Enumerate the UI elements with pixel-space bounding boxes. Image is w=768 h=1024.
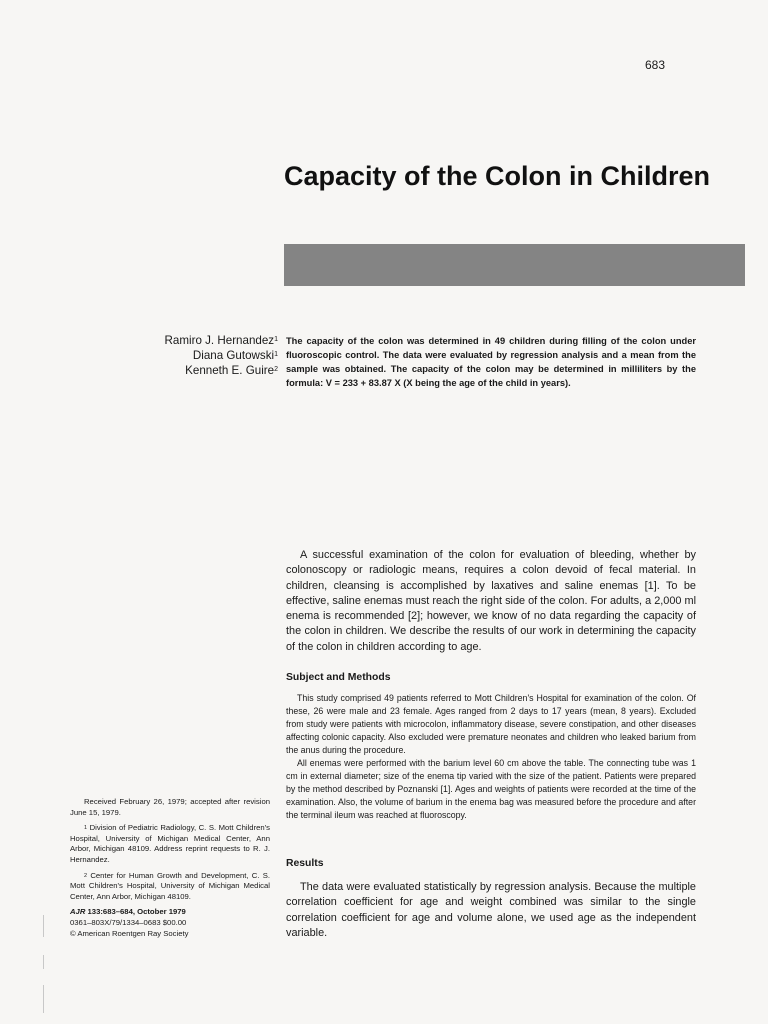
title-banner-bar bbox=[284, 244, 745, 286]
author-affiliation-mark: 1 bbox=[274, 351, 278, 358]
issn-line: 0361–803X/79/1334–0683 $00.00 bbox=[70, 917, 187, 927]
footnote-text: Center for Human Growth and Development, C. S. Mott Children's Hospital, University of Michigan Medical Center, Ann Arbor, Michigan 48109. bbox=[70, 870, 270, 901]
author-list bbox=[100, 333, 278, 378]
abstract: The capacity of the colon was determined in 49 children during filling of the colon under fluoroscopic control. The data were evaluated by regression analysis and a mean from the sample was obtained. The capacity of the colon may be determined in milliliters by the formula: V = 233 + 83.87 X (X being the age of the child in years). bbox=[286, 336, 696, 389]
section-heading-subject-methods: Subject and Methods bbox=[286, 672, 391, 683]
results-paragraph: The data were evaluated statistically by regression analysis. Because the multiple correlation coefficient for age and weight combined was similar to the single correlation coefficient for age and volume alone, we used age as the independent variable. bbox=[286, 881, 696, 939]
journal-citation bbox=[70, 907, 270, 918]
margin-scan-marks bbox=[40, 915, 46, 1015]
citation-text: 133:683–684, October 1979 bbox=[87, 907, 186, 917]
author-name bbox=[100, 363, 278, 378]
footnotes bbox=[70, 797, 270, 939]
footnote-mark: 1 bbox=[84, 825, 88, 832]
body-paragraph: This study comprised 49 patients referred to Mott Children's Hospital for examination of the colon. Of these, 26 were male and 23 female. Ages ranged from 2 days to 17 years (mean, 8 years). Excluded from study were patients with microcolon, inflammatory disease, severe constipation, and other diseases affecting colonic capacity. Also excluded were premature neonates and children who leaked barium from the anus during the procedure. bbox=[286, 693, 696, 755]
author-name bbox=[100, 333, 278, 348]
footnote-mark: 2 bbox=[84, 872, 88, 879]
footnote-2 bbox=[70, 871, 270, 903]
page-number: 683 bbox=[645, 58, 666, 72]
copyright-line: © American Roentgen Ray Society bbox=[70, 928, 189, 938]
introduction-paragraph: A successful examination of the colon for evaluation of bleeding, whether by colonoscopy or radiologic means, requires a colon devoid of fecal material. In children, cleansing is accomplished by laxatives and saline enemas [1]. To be effective, saline enemas must reach the right side of the colon. For adults, a 2,000 ml enema is recommended [2]; however, we know of no data regarding the capacity of the colon in children. We describe the results of our work in determining the capacity of the colon in children according to age. bbox=[286, 549, 696, 653]
body-paragraph: All enemas were performed with the barium level 60 cm above the table. The connecting tube was 1 cm in external diameter; size of the enema tip varied with the size of the patient. Patients were prepared by the method described by Poznanski [1]. Ages and weights of patients were recorded at the time of the examination. Also, the volume of barium in the enema bag was measured before the procedure and after the terminal ileum was reached at fluoroscopy. bbox=[286, 758, 696, 820]
author-name-text: Kenneth E. Guire bbox=[185, 364, 275, 377]
article-title: Capacity of the Colon in Children bbox=[284, 161, 711, 191]
author-name-text: Ramiro J. Hernandez bbox=[164, 334, 275, 347]
footnote-1 bbox=[70, 823, 270, 865]
author-affiliation-mark: 2 bbox=[274, 366, 278, 373]
subject-methods-body bbox=[286, 692, 696, 822]
footnote-text: Division of Pediatric Radiology, C. S. Mott Children's Hospital, University of Michigan Medical Center, Ann Arbor, Michigan 48109. Address reprint requests to R. J. Hernandez. bbox=[70, 823, 270, 864]
author-name-text: Diana Gutowski bbox=[192, 349, 275, 362]
author-name bbox=[100, 348, 278, 363]
received-note: Received February 26, 1979; accepted after revision June 15, 1979. bbox=[70, 797, 270, 817]
section-heading-results: Results bbox=[286, 858, 324, 869]
journal-abbrev: AJR bbox=[70, 907, 86, 917]
author-affiliation-mark: 1 bbox=[274, 336, 278, 343]
